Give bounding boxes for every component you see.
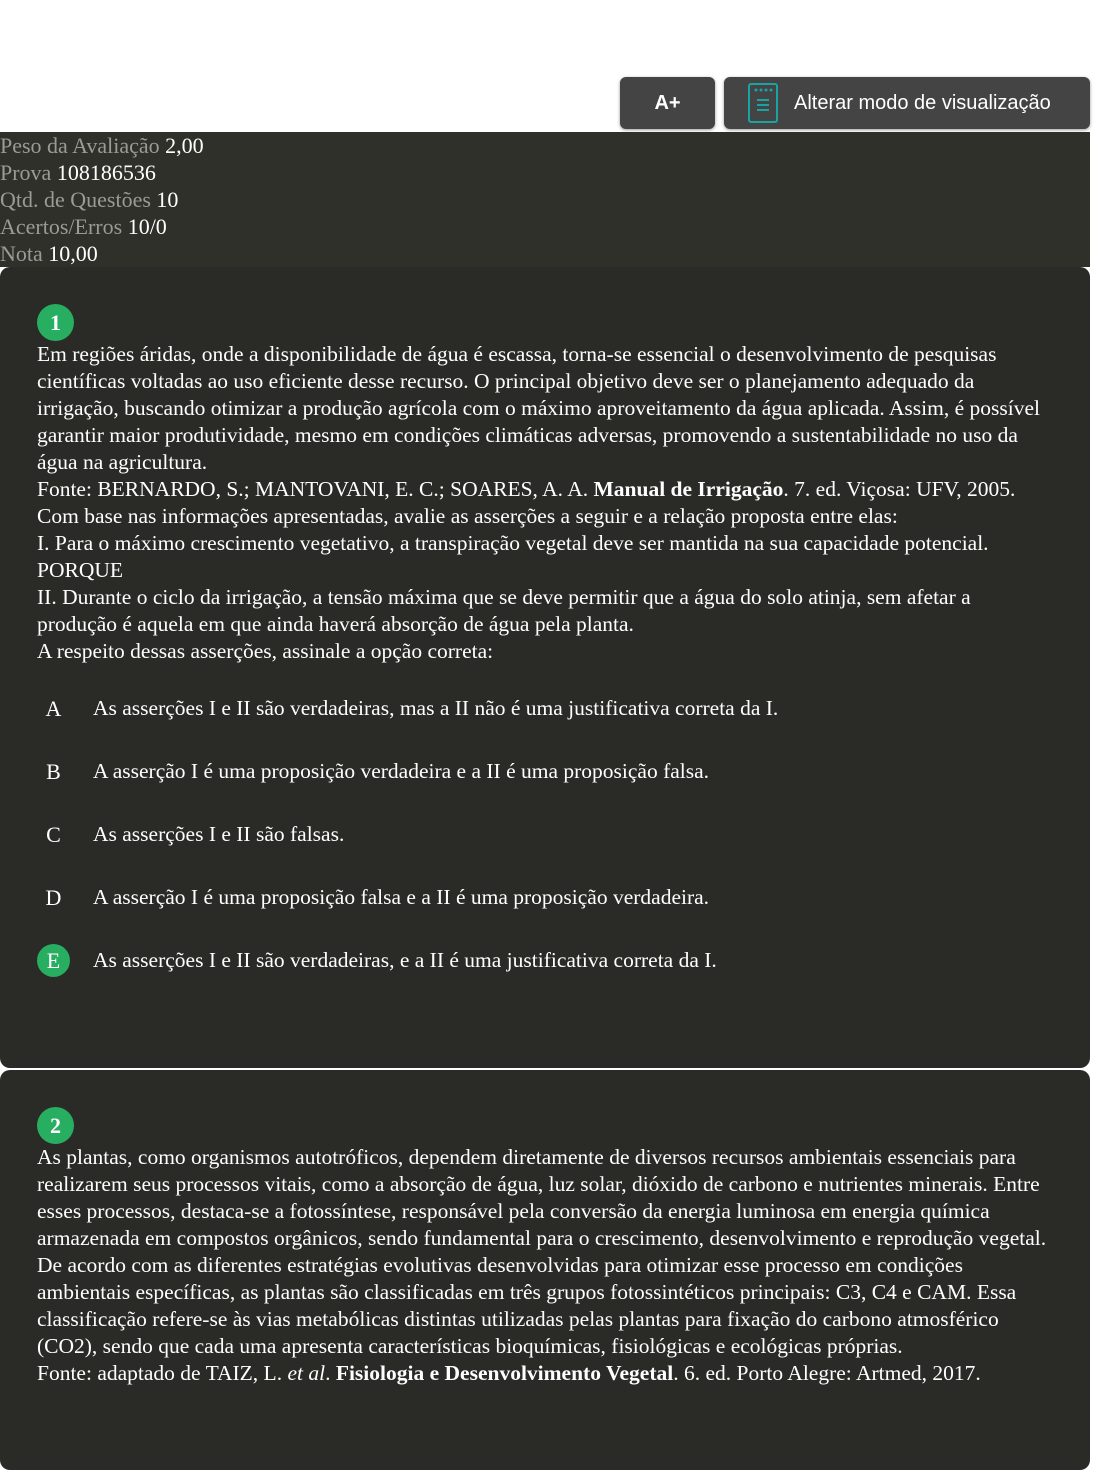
assertion-2: II. Durante o ciclo da irrigação, a tensão máxima que se deve permitir que a água do solo atinja, sem afetar a produção é aquela em que ainda haverá absorção de água pela planta. (37, 585, 971, 636)
document-list-icon (748, 83, 778, 123)
summary-question-count: Qtd. de Questões 10 (0, 187, 179, 212)
question-text: Em regiões áridas, onde a disponibilidade de água é escassa, torna-se essencial o desenvolvimento de pesquisas científicas voltadas ao uso eficiente desse recurso. O principal objetivo deve ser o planejamento adequado da irrigação, buscando otimizar a produção agrícola com o máximo aproveitamento da água aplicada. Assim, é possível garantir maior produtividade, mesmo em condições climáticas adversas, promovendo a sustentabilidade no uso da água na agricultura. (37, 342, 1040, 474)
option-b[interactable]: B A asserção I é uma proposição verdadeira e a II é uma proposição falsa. (37, 740, 1053, 803)
option-d[interactable]: D A asserção I é uma proposição falsa e a II é uma proposição verdadeira. (37, 866, 1053, 929)
top-bar (0, 0, 1101, 132)
option-a[interactable]: A As asserções I e II são verdadeiras, mas a II não é uma justificativa correta da I. (37, 677, 1053, 740)
option-letter: B (46, 759, 61, 784)
question-source: Fonte: BERNARDO, S.; MANTOVANI, E. C.; SOARES, A. A. Manual de Irrigação. 7. ed. Viçosa: UFV, 2005. (37, 477, 1016, 501)
question-number-badge: 2 (37, 1107, 74, 1144)
view-mode-button[interactable] (724, 77, 1090, 129)
question-card-1 (0, 267, 1090, 1068)
option-e-selected[interactable]: E As asserções I e II são verdadeiras, e a II é uma justificativa correta da I. (37, 929, 1053, 992)
font-size-increase-button[interactable]: A+ (620, 77, 715, 129)
option-letter-correct: E (37, 944, 70, 977)
view-mode-label: Alterar modo de visualização (794, 91, 1051, 114)
option-letter: C (46, 822, 61, 847)
question-text: Com base nas informações apresentadas, avalie as asserções a seguir e a relação proposta entre elas: (37, 504, 898, 528)
question-number-badge: 1 (37, 304, 74, 341)
option-c[interactable]: C As asserções I e II são falsas. (37, 803, 1053, 866)
summary-grade: Nota 10,00 (0, 241, 98, 266)
summary-hits-errors: Acertos/Erros 10/0 (0, 214, 167, 239)
assertion-1: I. Para o máximo crescimento vegetativo, a transpiração vegetal deve ser mantida na sua capacidade potencial. (37, 531, 989, 555)
question-source: Fonte: adaptado de TAIZ, L. et al. Fisiologia e Desenvolvimento Vegetal. 6. ed. Porto Alegre: Artmed, 2017. (37, 1361, 981, 1385)
option-letter: D (45, 885, 62, 910)
question-prompt: A respeito dessas asserções, assinale a opção correta: (37, 639, 494, 663)
question-card-2 (0, 1070, 1090, 1470)
summary-weight: Peso da Avaliação 2,00 (0, 133, 204, 158)
summary-exam: Prova 108186536 (0, 160, 156, 185)
evaluation-summary (0, 132, 1090, 267)
question-text: As plantas, como organismos autotróficos, dependem diretamente de diversos recursos ambientais essenciais para realizarem seus processos vitais, como a absorção de água, luz solar, dióxido de carbono e nutrientes minerais. Entre esses processos, destaca-se a fotossíntese, responsável pela conversão da energia luminosa em energia química armazenada em compostos orgânicos, sendo fundamental para o crescimento, desenvolvimento e reprodução vegetal. De acordo com as diferentes estratégias evolutivas desenvolvidas para otimizar esse processo em condições ambientais específicas, as plantas são classificadas em três grupos fotossintéticos principais: C3, C4 e CAM. Essa classificação refere-se às vias metabólicas distintas utilizadas pelas plantas para fixação do carbono atmosférico (CO2), sendo que cada uma apresenta características bioquímicas, fisiológicas e ecológicas próprias. (37, 1145, 1047, 1358)
porque-label: PORQUE (37, 558, 124, 582)
option-letter: A (45, 696, 62, 721)
